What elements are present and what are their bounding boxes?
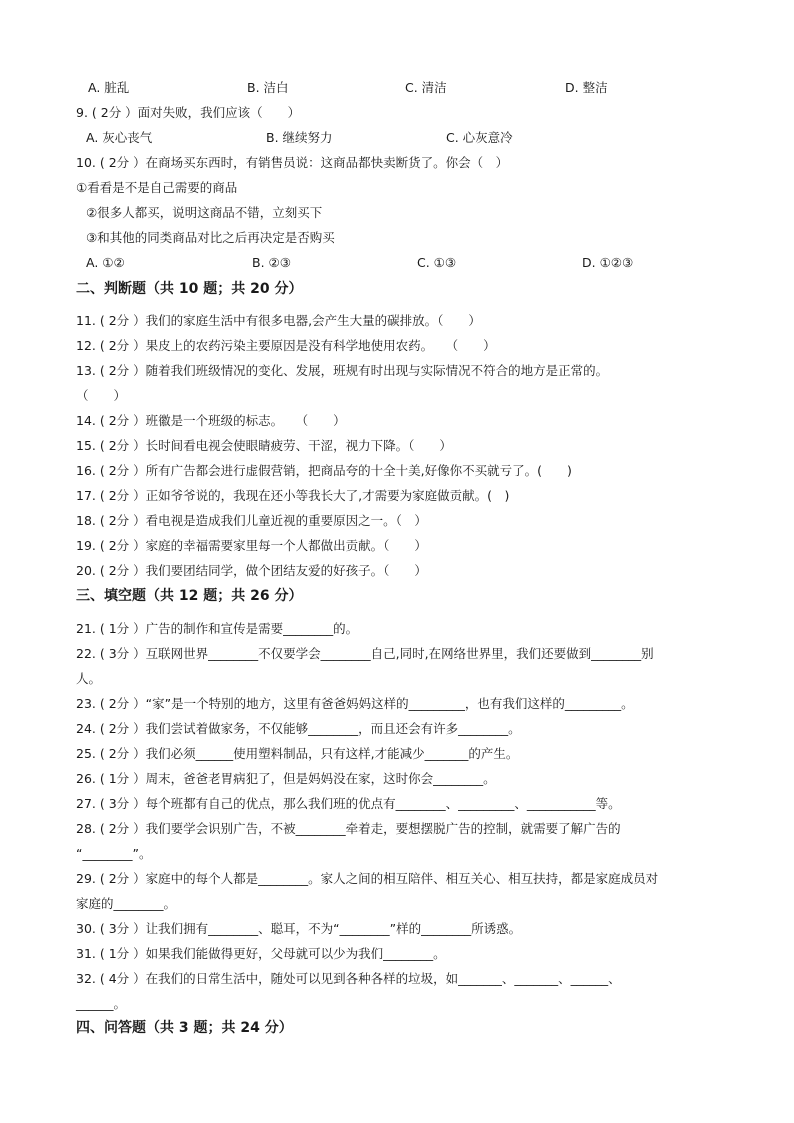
q19: 19. ( 2分 ）家庭的幸福需要家里每一个人都做出贡献。（ ） — [76, 538, 427, 553]
q26: 26. ( 1分 ）周末，爸爸老胃病犯了，但是妈妈没在家，这时你会________。 — [76, 771, 496, 786]
q8-option-a: A. 脏乱 — [88, 80, 130, 95]
q32: 32. ( 4分 ）在我们的日常生活中，随处可以见到各种各样的垃圾，如_______、_______、______、 — [76, 971, 621, 986]
q24: 24. ( 2分 ）我们尝试着做家务，不仅能够________，而且还会有许多________。 — [76, 721, 521, 736]
section2-title: 二、判断题（共 10 题；共 20 分） — [76, 281, 303, 297]
q10-option-d: D. ①②③ — [582, 255, 634, 270]
q28-continued: “________”。 — [76, 846, 152, 861]
q28: 28. ( 2分 ）我们要学会识别广告，不被________牵着走，要想摆脱广告的控制，就需要了解广告的 — [76, 821, 621, 836]
q8-option-d: D. 整洁 — [565, 80, 608, 95]
q18: 18. ( 2分 ）看电视是造成我们儿童近视的重要原因之一。（ ） — [76, 513, 427, 528]
q9-option-c: C. 心灰意冷 — [446, 130, 513, 145]
q9-stem: 9. ( 2分 ）面对失败，我们应该（ ） — [76, 105, 301, 120]
q10-item-2: ②很多人都买，说明这商品不错，立刻买下 — [86, 205, 323, 220]
q30: 30. ( 3分 ）让我们拥有________、聪耳，不为“________”样的________所诱惑。 — [76, 921, 522, 936]
q13-continued: （ ） — [76, 388, 127, 403]
q17: 17. ( 2分 ）正如爷爷说的，我现在还小等我长大了,才需要为家庭做贡献。( ) — [76, 488, 510, 503]
q14: 14. ( 2分 ）班徽是一个班级的标志。 （ ） — [76, 413, 346, 428]
q20: 20. ( 2分 ）我们要团结同学，做个团结友爱的好孩子。（ ） — [76, 563, 427, 578]
section3-title: 三、填空题（共 12 题；共 26 分） — [76, 588, 303, 604]
q10-option-b: B. ②③ — [252, 255, 291, 270]
q29-continued: 家庭的________。 — [76, 896, 177, 911]
q23: 23. ( 2分 ）“家”是一个特别的地方，这里有爸爸妈妈这样的_________，也有我们这样的_________。 — [76, 696, 634, 711]
q9-option-b: B. 继续努力 — [266, 130, 333, 145]
q9-option-a: A. 灰心丧气 — [86, 130, 153, 145]
q27: 27. ( 3分 ）每个班都有自己的优点，那么我们班的优点有________、_________、___________等。 — [76, 796, 621, 811]
q32-continued: ______。 — [76, 996, 127, 1011]
q10-stem: 10. ( 2分 ）在商场买东西时，有销售员说：这商品都快卖断货了。你会（ ） — [76, 155, 509, 170]
q25: 25. ( 2分 ）我们必须______使用塑料制品，只有这样,才能减少_______的产生。 — [76, 746, 519, 761]
q11: 11. ( 2分 ）我们的家庭生活中有很多电器,会产生大量的碳排放。（ ） — [76, 313, 481, 328]
q29: 29. ( 2分 ）家庭中的每个人都是________。家人之间的相互陪伴、相互关心、相互扶持，都是家庭成员对 — [76, 871, 659, 886]
q8-option-c: C. 清洁 — [405, 80, 447, 95]
q8-option-b: B. 洁白 — [247, 80, 289, 95]
q22-continued: 人。 — [76, 671, 102, 686]
q16: 16. ( 2分 ）所有广告都会进行虚假营销，把商品夸的十全十美,好像你不买就亏了。( ) — [76, 463, 572, 478]
section4-title: 四、问答题（共 3 题；共 24 分） — [76, 1020, 293, 1036]
q10-option-a: A. ①② — [86, 255, 125, 270]
q10-item-1: ①看看是不是自己需要的商品 — [76, 180, 238, 195]
q21: 21. ( 1分 ）广告的制作和宣传是需要________的。 — [76, 621, 359, 636]
q22: 22. ( 3分 ）互联网世界________不仅要学会________自己,同时,在网络世界里，我们还要做到________别 — [76, 646, 654, 661]
q10-option-c: C. ①③ — [417, 255, 457, 270]
q10-item-3: ③和其他的同类商品对比之后再决定是否购买 — [86, 230, 335, 245]
q13: 13. ( 2分 ）随着我们班级情况的变化、发展，班规有时出现与实际情况不符合的地方是正常的。 — [76, 363, 609, 378]
q31: 31. ( 1分 ）如果我们能做得更好，父母就可以少为我们________。 — [76, 946, 446, 961]
q12: 12. ( 2分 ）果皮上的农药污染主要原因是没有科学地使用农药。 （ ） — [76, 338, 496, 353]
q15: 15. ( 2分 ）长时间看电视会使眼睛疲劳、干涩，视力下降。（ ） — [76, 438, 452, 453]
